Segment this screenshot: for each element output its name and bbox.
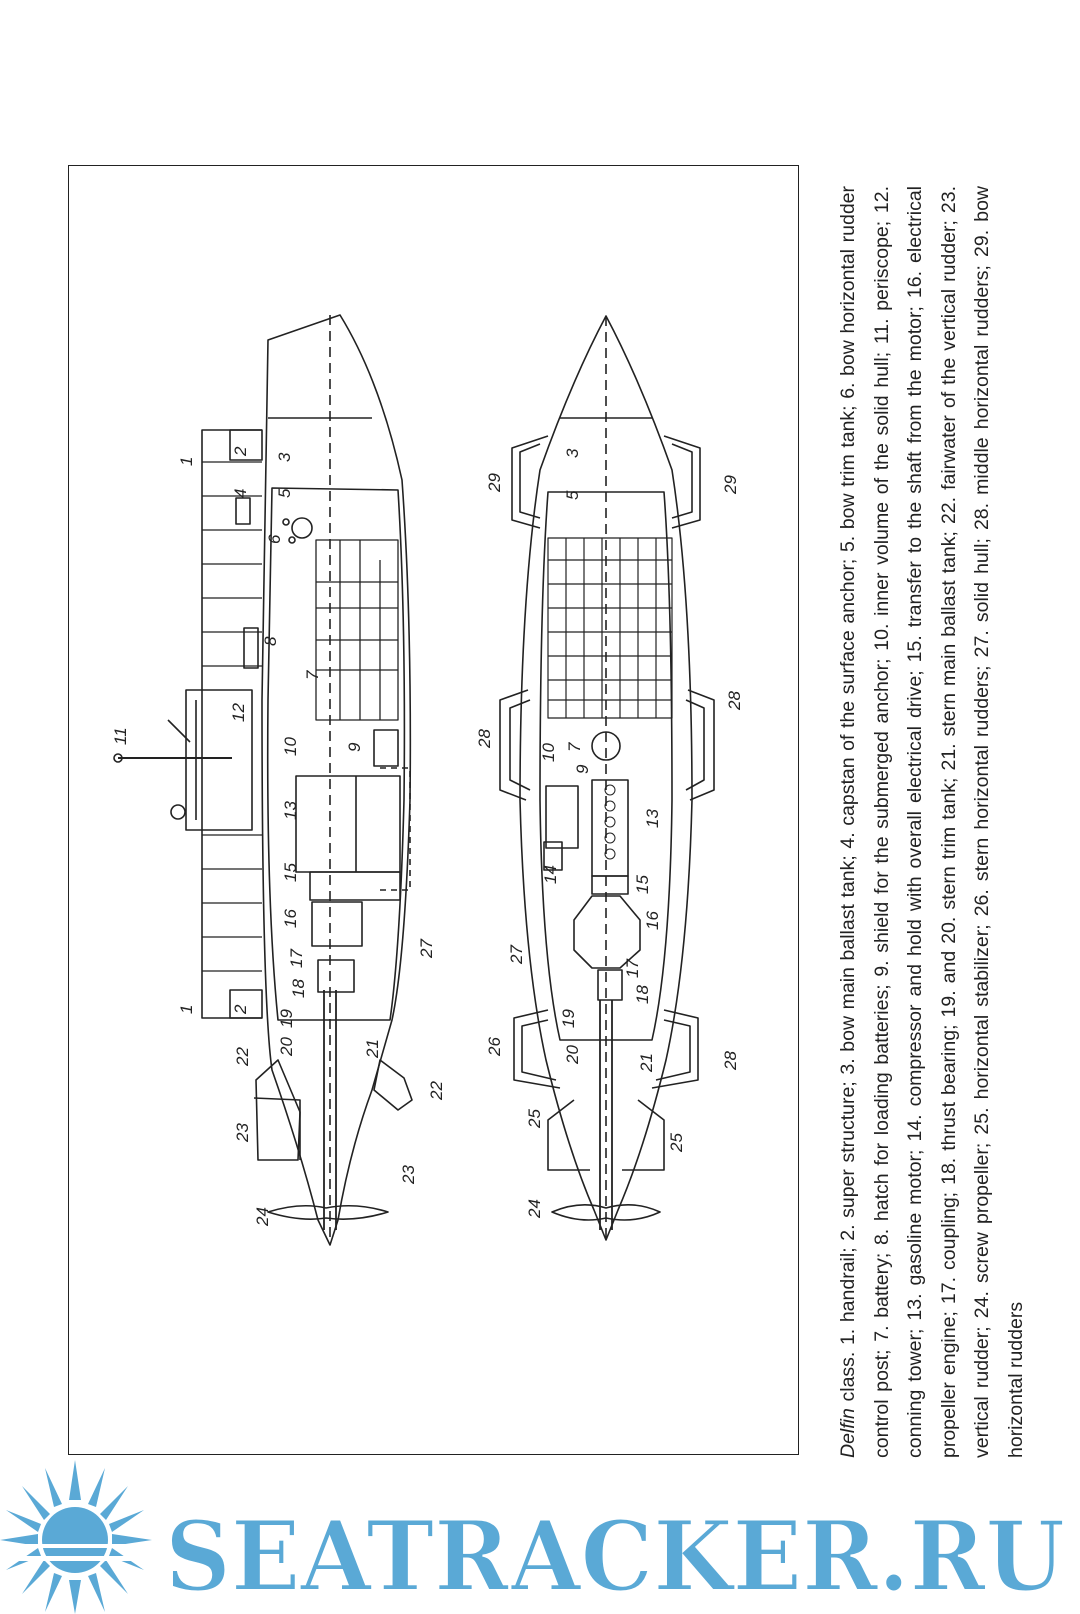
label-plan-14: 14 (541, 865, 560, 884)
plan-view (500, 316, 714, 1240)
side-labels (111, 446, 446, 1227)
label-side-12: 12 (229, 703, 248, 722)
label-side-22b: 22 (427, 1081, 446, 1100)
side-vertical-rudder-upper (256, 1060, 300, 1160)
plan-batteries (548, 538, 672, 718)
plan-gasoline-motor (592, 780, 628, 876)
label-plan-7: 7 (565, 742, 584, 752)
label-plan-18: 18 (633, 985, 652, 1004)
label-plan-25b: 25 (667, 1133, 686, 1152)
label-side-2b: 2 (231, 1004, 250, 1014)
plan-electric-engine (574, 896, 640, 968)
label-side-6: 6 (265, 534, 284, 544)
label-side-20: 20 (277, 1037, 296, 1056)
label-side-13: 13 (281, 801, 300, 820)
label-plan-5: 5 (563, 490, 582, 500)
label-side-24: 24 (253, 1207, 272, 1226)
label-plan-27: 27 (507, 945, 526, 964)
label-side-23b: 23 (399, 1165, 418, 1184)
label-plan-20: 20 (563, 1045, 582, 1064)
label-plan-29b: 29 (721, 475, 740, 494)
label-side-27: 27 (417, 939, 436, 958)
label-plan-21: 21 (637, 1053, 656, 1072)
label-side-2a: 2 (231, 446, 250, 456)
diagram-labels (111, 446, 744, 1227)
label-plan-19: 19 (559, 1009, 578, 1028)
label-side-11: 11 (111, 727, 130, 745)
label-side-22a: 22 (233, 1047, 252, 1066)
label-side-4: 4 (231, 488, 250, 498)
logo-text: SEATRACKER.RU (165, 1500, 1065, 1613)
label-side-3: 3 (275, 452, 294, 462)
label-plan-15: 15 (633, 875, 652, 894)
label-plan-17: 17 (623, 959, 642, 978)
label-plan-29a: 29 (485, 473, 504, 492)
side-superstructure (202, 430, 262, 1018)
label-plan-28c: 28 (721, 1051, 740, 1070)
label-plan-3: 3 (563, 448, 582, 458)
side-control-wheel (292, 518, 312, 538)
label-plan-10: 10 (539, 743, 558, 762)
label-side-10: 10 (281, 737, 300, 756)
seatracker-logo (0, 1460, 1080, 1614)
label-side-18: 18 (289, 979, 308, 998)
label-side-21: 21 (363, 1039, 382, 1058)
side-batteries (316, 540, 398, 720)
label-plan-28a: 28 (475, 729, 494, 748)
side-view (114, 315, 412, 1245)
label-plan-16: 16 (643, 911, 662, 930)
label-side-16: 16 (281, 909, 300, 928)
label-plan-28b: 28 (725, 691, 744, 710)
label-side-15: 15 (281, 863, 300, 882)
label-plan-25a: 25 (525, 1109, 544, 1128)
label-side-8: 8 (261, 636, 280, 646)
label-plan-24: 24 (525, 1199, 544, 1218)
side-propeller (268, 1206, 388, 1219)
sun-icon (0, 1460, 152, 1614)
label-plan-9: 9 (573, 764, 592, 774)
label-side-23a: 23 (233, 1123, 252, 1142)
side-vertical-rudder-lower (374, 1060, 412, 1110)
label-plan-26: 26 (485, 1037, 504, 1056)
label-side-9: 9 (345, 742, 364, 752)
side-gasoline-motor (296, 776, 400, 872)
label-side-7: 7 (303, 670, 322, 680)
label-side-19: 19 (277, 1009, 296, 1028)
caption-class-name: Delfin (837, 1408, 859, 1458)
label-plan-13: 13 (643, 809, 662, 828)
diagram-caption (832, 186, 1027, 1458)
label-side-5: 5 (275, 488, 294, 498)
label-side-17: 17 (287, 949, 306, 968)
label-side-1b: 1 (177, 1004, 196, 1014)
label-side-1a: 1 (177, 456, 196, 466)
caption-text: class. 1. handrail; 2. super structure; 3. bow main ballast tank; 4. capstan of the surface anchor; 5. bow trim tank; 6. bow horizontal rudder control post; 7. battery; 8. hatch for loading batteries; 9. shield for the submerged anchor; 10. inner volume of the solid hull; 11. periscope; 12. conning tower; 13. gasoline motor; 14. compressor and hold with overall electrical drive; 15. transfer to the shaft from the motor; 16. electrical propeller engine; 17. coupling; 18. thrust bearing; 19. and 20. stern trim tank; 21. stern main ballast tank; 22. fairwater of the vertical rudder; 23. vertical rudder; 24. screw propeller; 25. horizontal stabilizer; 26. stern horizontal rudders; 27. solid hull; 28. middle horizontal rudders; 29. bow horizontal rudders (837, 186, 1027, 1458)
